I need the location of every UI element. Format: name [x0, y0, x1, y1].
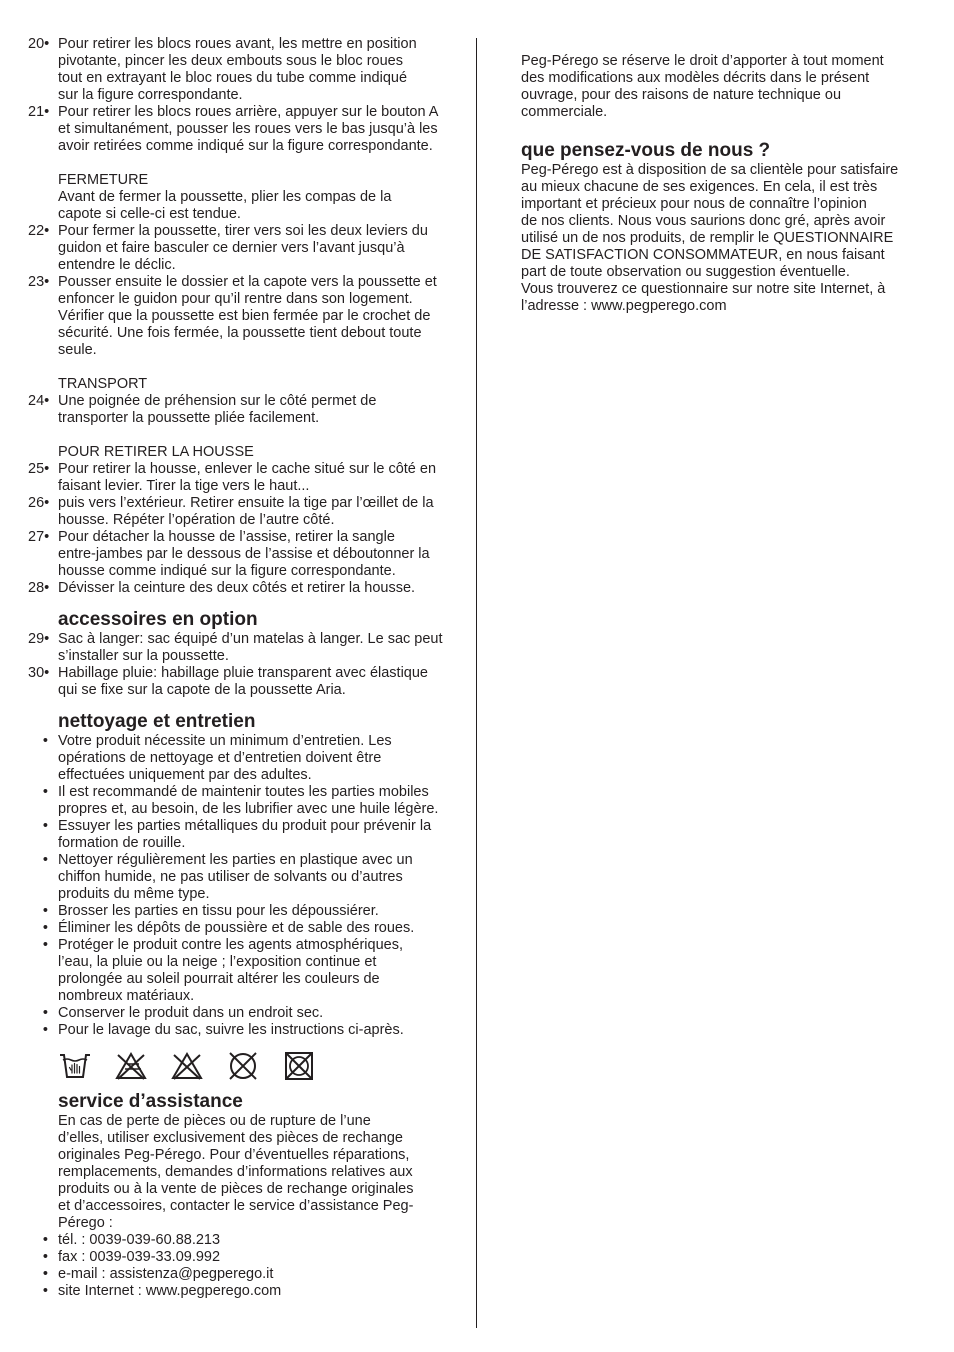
numbered-step [28, 665, 460, 699]
text-line: Il est recommandé de maintenir toutes les parties mobiles [58, 784, 429, 800]
bullet-item [28, 733, 460, 784]
numbered-step [28, 36, 460, 104]
text-line: Pousser ensuite le dossier et la capote vers la poussette et [58, 274, 437, 290]
contact-item [28, 1249, 460, 1266]
text-line: enfoncer le guidon pour qu’il rentre dans son logement. [58, 291, 413, 307]
spacer [28, 699, 460, 709]
no-bleach-icon [114, 1051, 148, 1081]
text-line: Brosser les parties en tissu pour les dépoussiérer. [58, 903, 379, 919]
text-line: Protéger le produit contre les agents atmosphériques, [58, 937, 403, 953]
steps-section-accessories [28, 631, 460, 699]
text-line: de nos clients. Nous vous saurions donc gré, après avoir [521, 213, 886, 229]
text-line: Pour retirer la housse, enlever le cache situé sur le côté en [58, 461, 437, 477]
step-number: 24• [28, 393, 50, 409]
text-line: avoir retirées comme indiqué sur la figure correspondante. [58, 138, 433, 154]
step-number: 22• [28, 223, 50, 239]
bullet-marker: • [42, 903, 48, 919]
housse-subtitle: POUR RETIRER LA HOUSSE [58, 444, 254, 460]
step-text [58, 529, 460, 580]
bullet-item [28, 920, 460, 937]
fermeture-intro [28, 189, 460, 223]
step-text [58, 580, 460, 597]
text-line: Sac à langer: sac équipé d’un matelas à langer. Le sac peut [58, 631, 443, 647]
step-text [58, 104, 460, 155]
text-line: puis vers l’extérieur. Retirer ensuite la tige par l’œillet de la [58, 495, 434, 511]
text-line: important et précieux pour nous de connaître l’opinion [521, 196, 867, 212]
text-line: Vérifier que la poussette est bien fermée par le crochet de [58, 308, 431, 324]
text-line: effectuées uniquement par des adultes. [58, 767, 312, 783]
bullet-marker: • [42, 937, 48, 953]
text-line: sécurité. Une fois fermée, la poussette tient debout toute [58, 325, 422, 341]
bullet-text [58, 903, 460, 920]
bullet-item [28, 903, 460, 920]
text-line: transporter la poussette pliée facilement. [58, 410, 320, 426]
step-number: 28• [28, 580, 50, 596]
bullet-marker: • [42, 1005, 48, 1021]
step-number: 26• [28, 495, 50, 511]
numbered-step [28, 223, 460, 274]
text-line: et simultanément, pousser les roues vers le bas jusqu’à les [58, 121, 438, 137]
spacer [28, 359, 460, 376]
accessoires-heading: accessoires en option [58, 609, 258, 630]
bullet-marker: • [42, 1266, 48, 1282]
text-line: Pour le lavage du sac, suivre les instructions ci-après. [58, 1022, 404, 1038]
bullet-marker: • [42, 1022, 48, 1038]
contact-item [28, 1232, 460, 1249]
text-line: l’eau, la pluie ou la neige ; l’exposition continue et [58, 954, 377, 970]
step-number: 27• [28, 529, 50, 545]
spacer [521, 121, 919, 138]
contact-item [28, 1266, 460, 1283]
text-line: Vous trouverez ce questionnaire sur notre site Internet, à [521, 281, 886, 297]
bullet-text [58, 1005, 460, 1022]
bullet-marker: • [42, 1232, 48, 1248]
text-line: housse. Répéter l’opération de l’autre côté. [58, 512, 335, 528]
text-line: commerciale. [521, 104, 608, 120]
text-line: ouvrage, pour des raisons de nature technique ou [521, 87, 842, 103]
text-line: Pérego : [58, 1215, 113, 1231]
text-line: Éliminer les dépôts de poussière et de sable des roues. [58, 920, 415, 936]
contact-text: tél. : 0039-039-60.88.213 [58, 1232, 221, 1248]
nettoyage-heading: nettoyage et entretien [58, 711, 256, 732]
no-dry-clean-icon [226, 1051, 260, 1081]
hand-wash-icon [58, 1051, 92, 1081]
text-line: pivotante, pincer les deux embouts sous le bloc roues [58, 53, 403, 69]
no-iron-icon [170, 1051, 204, 1081]
bullet-marker: • [42, 784, 48, 800]
text-line: d’elles, utiliser exclusivement des pièces de rechange [58, 1130, 403, 1146]
text-line: Dévisser la ceinture des deux côtés et retirer la housse. [58, 580, 416, 596]
bullet-item [28, 784, 460, 818]
left-column [28, 36, 460, 1300]
transport-subtitle: TRANSPORT [58, 376, 148, 392]
numbered-step [28, 631, 460, 665]
bullet-marker: • [42, 1283, 48, 1299]
text-line: sur la figure correspondante. [58, 87, 243, 103]
step-number: 25• [28, 461, 50, 477]
text-line: des modifications aux modèles décrits dans le présent [521, 70, 870, 86]
text-line: nombreux matériaux. [58, 988, 195, 1004]
text-line: Nettoyer régulièrement les parties en plastique avec un [58, 852, 413, 868]
text-line: au mieux chacune de ses exigences. En cela, il est très [521, 179, 878, 195]
service-heading: service d’assistance [58, 1091, 243, 1112]
spacer [28, 597, 460, 607]
text-line: Pour détacher la housse de l’assise, retirer la sangle [58, 529, 395, 545]
bullet-text [58, 818, 460, 852]
text-line: entendre le déclic. [58, 257, 176, 273]
bullet-item [28, 852, 460, 903]
bullet-marker: • [42, 852, 48, 868]
bullet-item [28, 1005, 460, 1022]
text-line: formation de rouille. [58, 835, 186, 851]
no-tumble-dry-icon [282, 1051, 316, 1081]
text-line: qui se fixe sur la capote de la poussette Aria. [58, 682, 346, 698]
numbered-step [28, 393, 460, 427]
spacer [28, 427, 460, 444]
bullet-text [58, 937, 460, 1005]
steps-section-closing [28, 223, 460, 359]
service-text [28, 1113, 460, 1232]
text-line: propres et, au besoin, de les lubrifier avec une huile légère. [58, 801, 439, 817]
step-text [58, 393, 460, 427]
text-line: et d’accessoires, contacter le service d’assistance Peg- [58, 1198, 414, 1214]
bullet-text [58, 852, 460, 903]
text-line: capote si celle-ci est tendue. [58, 206, 241, 222]
pensez-heading: que pensez-vous de nous ? [521, 140, 771, 161]
bullet-marker: • [42, 1249, 48, 1265]
step-text [58, 223, 460, 274]
text-line: Votre produit nécessite un minimum d’entretien. Les [58, 733, 392, 749]
text-line: tout en extrayant le bloc roues du tube comme indiqué [58, 70, 408, 86]
text-line: l’adresse : www.pegperego.com [521, 298, 727, 314]
step-text [58, 631, 460, 665]
text-line: En cas de perte de pièces ou de rupture de l’une [58, 1113, 371, 1129]
contact-text: site Internet : www.pegperego.com [58, 1283, 282, 1299]
text-line: Essuyer les parties métalliques du produit pour prévenir la [58, 818, 432, 834]
spacer [28, 155, 460, 172]
text-line: Pour retirer les blocs roues avant, les mettre en position [58, 36, 417, 52]
steps-section-cover [28, 461, 460, 597]
step-text [58, 495, 460, 529]
text-line: utilisé un de nos produits, de remplir le QUESTIONNAIRE [521, 230, 894, 246]
text-line: part de toute observation ou suggestion éventuelle. [521, 264, 850, 280]
text-line: entre-jambes par le dessous de l’assise et déboutonner la [58, 546, 430, 562]
numbered-step [28, 529, 460, 580]
bullet-marker: • [42, 733, 48, 749]
bullet-text [58, 920, 460, 937]
text-line: Conserver le produit dans un endroit sec. [58, 1005, 324, 1021]
step-number: 23• [28, 274, 50, 290]
fermeture-subtitle: FERMETURE [58, 172, 149, 188]
text-line: Avant de fermer la poussette, plier les compas de la [58, 189, 392, 205]
step-number: 21• [28, 104, 50, 120]
disclaimer-text [521, 53, 919, 121]
text-line: produits ou à la vente de pièces de rechange originales [58, 1181, 414, 1197]
care-icons-row [28, 1051, 460, 1081]
bullet-text [58, 733, 460, 784]
step-text [58, 461, 460, 495]
step-text [58, 36, 460, 104]
text-line: s’installer sur la poussette. [58, 648, 229, 664]
text-line: originales Peg-Pérego. Pour d’éventuelles réparations, [58, 1147, 410, 1163]
numbered-step [28, 495, 460, 529]
text-line: chiffon humide, ne pas utiliser de solvants ou d’autres [58, 869, 403, 885]
contact-text: e-mail : assistenza@pegperego.it [58, 1266, 274, 1282]
contact-item [28, 1283, 460, 1300]
steps-section-wheels [28, 36, 460, 155]
bullet-text [58, 784, 460, 818]
text-line: remplacements, demandes d’informations relatives aux [58, 1164, 413, 1180]
column-divider [476, 38, 477, 1328]
bullet-text [58, 1022, 460, 1039]
text-line: DE SATISFACTION CONSOMMATEUR, en nous faisant [521, 247, 885, 263]
step-text [58, 665, 460, 699]
contact-text: fax : 0039-039-33.09.992 [58, 1249, 221, 1265]
bullet-item [28, 937, 460, 1005]
text-line: faisant levier. Tirer la tige vers le haut... [58, 478, 310, 494]
numbered-step [28, 580, 460, 597]
numbered-step [28, 104, 460, 155]
text-line: housse comme indiqué sur la figure correspondante. [58, 563, 396, 579]
text-line: Peg-Pérego se réserve le droit d’apporter à tout moment [521, 53, 884, 69]
contacts-list [28, 1232, 460, 1300]
text-line: Pour fermer la poussette, tirer vers soi les deux leviers du [58, 223, 428, 239]
right-column [521, 53, 919, 315]
text-line: produits du même type. [58, 886, 210, 902]
step-number: 29• [28, 631, 50, 647]
text-line: Peg-Pérego est à disposition de sa clientèle pour satisfaire [521, 162, 899, 178]
step-number: 30• [28, 665, 50, 681]
text-line: Pour retirer les blocs roues arrière, appuyer sur le bouton A [58, 104, 439, 120]
numbered-step [28, 461, 460, 495]
nettoyage-list [28, 733, 460, 1039]
step-text [58, 274, 460, 359]
pensez-text [521, 162, 919, 315]
text-line: Habillage pluie: habillage pluie transparent avec élastique [58, 665, 428, 681]
bullet-item [28, 818, 460, 852]
step-number: 20• [28, 36, 50, 52]
text-line: opérations de nettoyage et d’entretien doivent être [58, 750, 382, 766]
text-line: prolongée au soleil pourrait altérer les couleurs de [58, 971, 380, 987]
text-line: Une poignée de préhension sur le côté permet de [58, 393, 377, 409]
numbered-step [28, 274, 460, 359]
text-line: seule. [58, 342, 97, 358]
text-line: guidon et faire basculer ce dernier vers l’avant jusqu’à [58, 240, 405, 256]
steps-section-transport [28, 393, 460, 427]
bullet-item [28, 1022, 460, 1039]
bullet-marker: • [42, 818, 48, 834]
bullet-marker: • [42, 920, 48, 936]
